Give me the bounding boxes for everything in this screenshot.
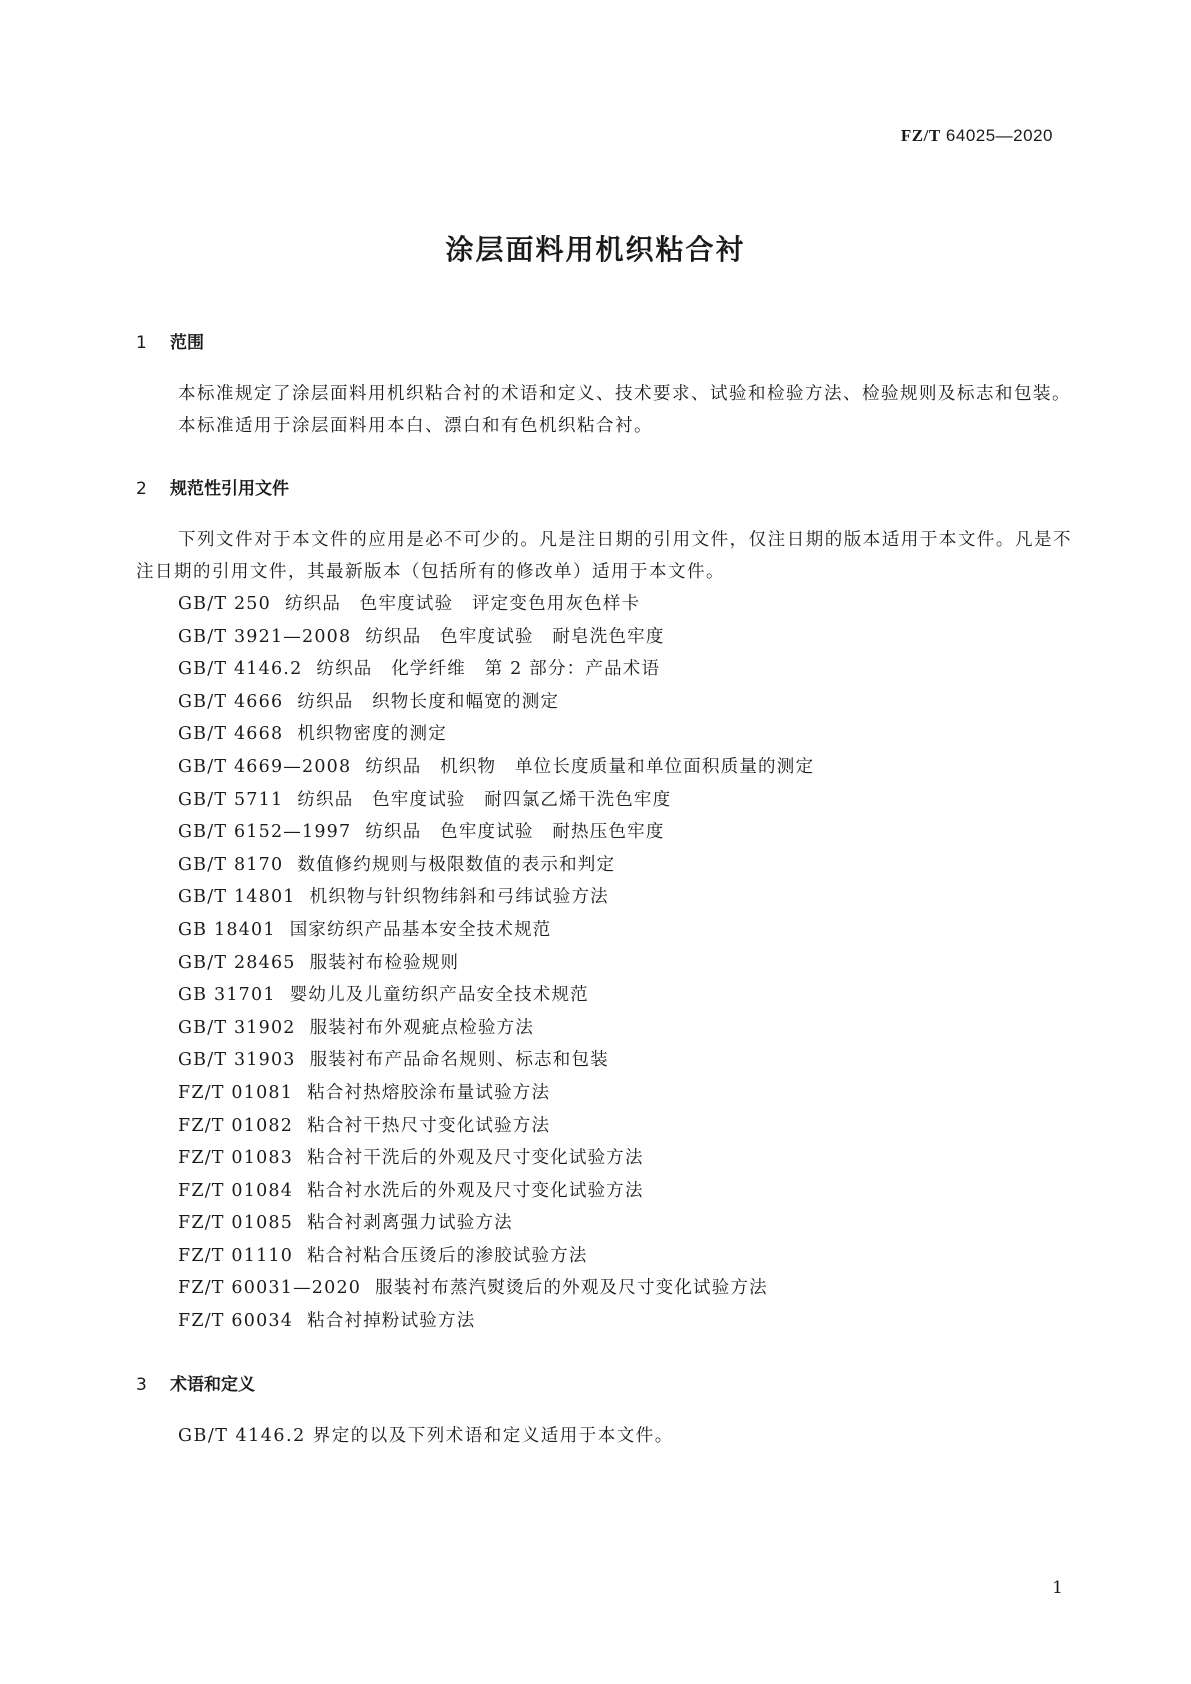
reference-title: 纺织品 化学纤维 第 2 部分：产品术语 [316, 659, 661, 680]
reference-item [136, 718, 1072, 751]
reference-title: 纺织品 色牢度试验 耐四氯乙烯干洗色牢度 [297, 789, 672, 810]
reference-code: GB/T 4669—2008 [178, 756, 352, 777]
reference-title: 服装衬布检验规则 [309, 952, 460, 973]
reference-code: GB/T 6152—1997 [178, 822, 352, 843]
standard-code-prefix: FZ/T [900, 126, 941, 145]
reference-item [136, 621, 1072, 654]
reference-code: GB/T 31903 [178, 1050, 296, 1071]
reference-item [136, 1175, 1072, 1208]
reference-title: 粘合衬粘合压烫后的渗胶试验方法 [307, 1245, 588, 1266]
section-title: 规范性引用文件 [170, 479, 289, 499]
reference-title: 粘合衬干洗后的外观及尺寸变化试验方法 [307, 1148, 644, 1169]
reference-code: FZ/T 60031—2020 [178, 1278, 362, 1299]
section-number: 2 [136, 479, 147, 499]
reference-item [136, 1240, 1072, 1273]
reference-code: FZ/T 01082 [178, 1115, 294, 1136]
reference-title: 服装衬布产品命名规则、标志和包装 [309, 1050, 609, 1071]
reference-code: FZ/T 01110 [178, 1245, 294, 1266]
reference-code: GB/T 4146.2 [178, 659, 303, 680]
reference-item [136, 588, 1072, 621]
reference-title: 机织物密度的测定 [297, 724, 447, 745]
reference-item [136, 849, 1072, 882]
reference-code: FZ/T 01081 [178, 1082, 294, 1103]
reference-item [136, 1305, 1072, 1338]
paragraph: GB/T 4146.2 界定的以及下列术语和定义适用于本文件。 [178, 1425, 674, 1446]
reference-code: FZ/T 01084 [178, 1180, 294, 1201]
reference-code: FZ/T 01085 [178, 1213, 294, 1234]
reference-title: 粘合衬剥离强力试验方法 [307, 1213, 513, 1234]
reference-title: 机织物与针织物纬斜和弓纬试验方法 [309, 887, 609, 908]
reference-code: GB/T 4666 [178, 691, 284, 712]
section-3-heading [136, 1372, 1072, 1398]
section-number: 3 [136, 1374, 147, 1395]
reference-item [136, 751, 1072, 784]
reference-list [136, 588, 1072, 1338]
reference-title: 国家纺织产品基本安全技术规范 [289, 919, 552, 940]
paragraph: 本标准适用于涂层面料用本白、漂白和有色机织粘合衬。 [178, 416, 653, 436]
reference-code: FZ/T 60034 [178, 1311, 294, 1332]
paragraph: 下列文件对于本文件的应用是必不可少的。凡是注日期的引用文件，仅注日期的版本适用于本文件。凡是不注日期的引用文件，其最新版本（包括所有的修改单）适用于本文件。 [136, 530, 1072, 582]
reference-title: 纺织品 织物长度和幅宽的测定 [297, 691, 560, 712]
reference-code: GB/T 8170 [178, 854, 284, 875]
reference-code: GB 31701 [178, 985, 276, 1006]
reference-code: GB/T 31902 [178, 1017, 296, 1038]
reference-code: FZ/T 01083 [178, 1148, 294, 1169]
reference-item [136, 881, 1072, 914]
reference-code: GB/T 14801 [178, 887, 296, 908]
reference-item [136, 784, 1072, 817]
reference-item [136, 686, 1072, 719]
reference-code: GB/T 28465 [178, 952, 296, 973]
reference-code: GB/T 4668 [178, 724, 284, 745]
reference-title: 纺织品 色牢度试验 耐热压色牢度 [365, 822, 665, 843]
reference-item [136, 1044, 1072, 1077]
reference-title: 粘合衬热熔胶涂布量试验方法 [307, 1082, 551, 1103]
reference-title: 服装衬布外观疵点检验方法 [309, 1017, 535, 1038]
reference-item [136, 653, 1072, 686]
reference-item [136, 914, 1072, 947]
document-body [136, 330, 1072, 1452]
reference-title: 粘合衬水洗后的外观及尺寸变化试验方法 [307, 1180, 644, 1201]
reference-title: 服装衬布蒸汽熨烫后的外观及尺寸变化试验方法 [375, 1278, 768, 1299]
section-number: 1 [136, 333, 147, 353]
reference-item [136, 1207, 1072, 1240]
reference-code: GB 18401 [178, 919, 276, 940]
standard-code [901, 126, 1053, 146]
reference-item [136, 947, 1072, 980]
reference-item [136, 1272, 1072, 1305]
reference-title: 纺织品 色牢度试验 耐皂洗色牢度 [365, 626, 665, 647]
section-title: 范围 [170, 333, 204, 353]
reference-item [136, 816, 1072, 849]
reference-title: 纺织品 机织物 单位长度质量和单位面积质量的测定 [365, 756, 815, 777]
reference-title: 数值修约规则与极限数值的表示和判定 [297, 854, 616, 875]
section-2-heading [136, 476, 1072, 502]
reference-title: 粘合衬干热尺寸变化试验方法 [307, 1115, 551, 1136]
standard-code-number: 64025—2020 [945, 126, 1053, 145]
reference-code: GB/T 3921—2008 [178, 626, 352, 647]
reference-item [136, 1110, 1072, 1143]
reference-code: GB/T 250 [178, 594, 271, 614]
section-1-heading [136, 330, 1072, 356]
reference-item [136, 1012, 1072, 1045]
reference-title: 纺织品 色牢度试验 评定变色用灰色样卡 [284, 594, 641, 614]
reference-title: 婴幼儿及儿童纺织产品安全技术规范 [289, 985, 589, 1006]
section-title: 术语和定义 [170, 1374, 255, 1395]
reference-code: GB/T 5711 [178, 789, 284, 810]
reference-item [136, 1077, 1072, 1110]
reference-item [136, 1142, 1072, 1175]
reference-item [136, 979, 1072, 1012]
page-number: 1 [1052, 1578, 1063, 1598]
document-title: 涂层面料用机织粘合衬 [445, 233, 746, 266]
reference-title: 粘合衬掉粉试验方法 [307, 1311, 476, 1332]
paragraph: 本标准规定了涂层面料用机织粘合衬的术语和定义、技术要求、试验和检验方法、检验规则及标志和包装。 [178, 384, 1071, 404]
